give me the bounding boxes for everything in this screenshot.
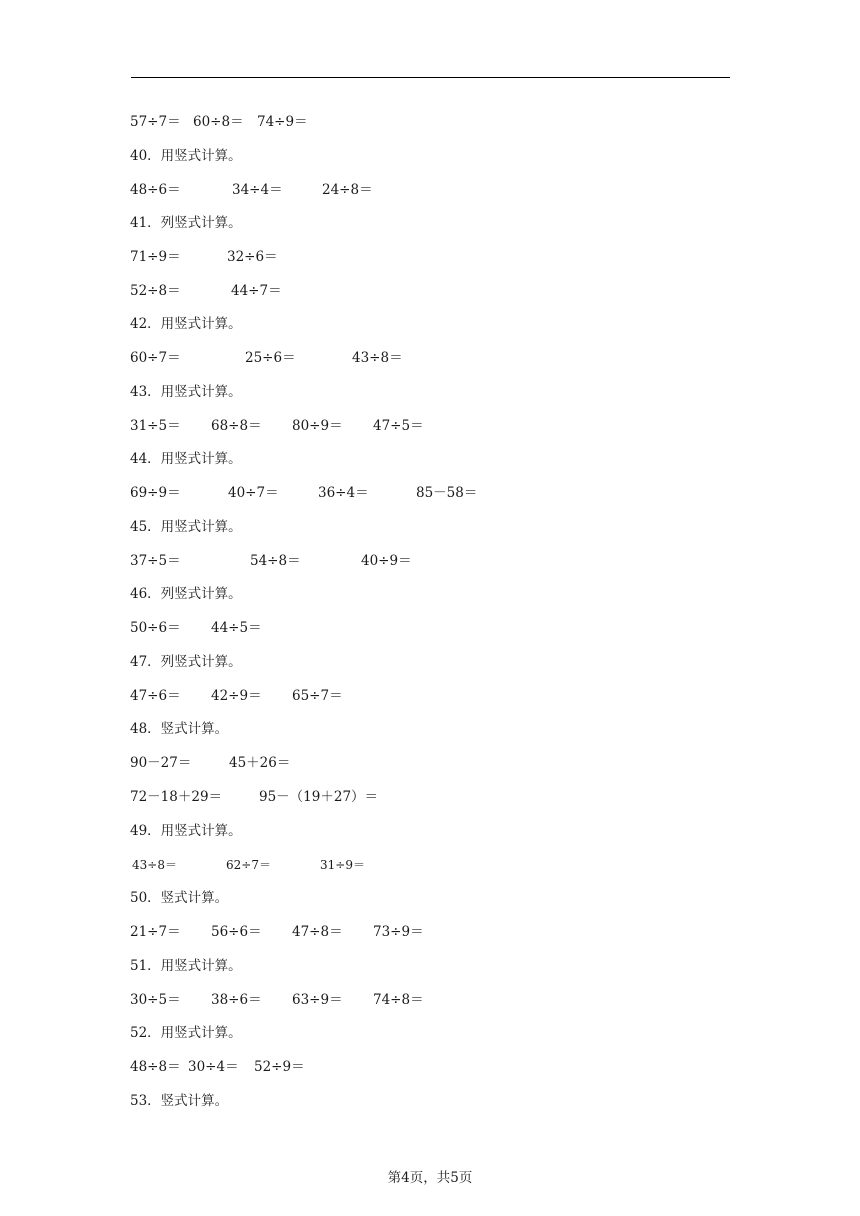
question-heading: 48．竖式计算。 (130, 721, 229, 737)
expression: 36÷4＝ (318, 485, 369, 501)
expression: 95－（19＋27）＝ (259, 789, 379, 805)
expression: 30÷4＝ (188, 1059, 239, 1075)
expression: 43÷8＝ (352, 350, 403, 366)
expression: 56÷6＝ (211, 924, 262, 940)
question-heading: 42．用竖式计算。 (130, 316, 242, 332)
expression: 24÷8＝ (322, 182, 373, 198)
expression: 42÷9＝ (211, 688, 262, 704)
expression: 38÷6＝ (211, 992, 262, 1008)
expression: 52÷8＝ (130, 283, 181, 299)
expression: 47÷8＝ (292, 924, 343, 940)
expression: 50÷6＝ (130, 620, 181, 636)
question-heading: 45．用竖式计算。 (130, 519, 242, 535)
expression: 34÷4＝ (232, 182, 283, 198)
expression: 32÷6＝ (227, 249, 278, 265)
expression: 74÷8＝ (373, 992, 424, 1008)
question-heading: 41．列竖式计算。 (130, 215, 242, 231)
expression: 80÷9＝ (292, 418, 343, 434)
question-heading: 49．用竖式计算。 (130, 823, 242, 839)
expression: 63÷9＝ (292, 992, 343, 1008)
expression: 69÷9＝ (130, 485, 181, 501)
expression: 25÷6＝ (245, 350, 296, 366)
expression: 60÷8＝ (193, 114, 244, 130)
question-heading: 47．列竖式计算。 (130, 654, 242, 670)
expression: 60÷7＝ (130, 350, 181, 366)
expression: 73÷9＝ (373, 924, 424, 940)
question-heading: 52．用竖式计算。 (130, 1025, 242, 1041)
expression: 44÷5＝ (211, 620, 262, 636)
expression: 72－18＋29＝ (130, 789, 223, 805)
header-rule (131, 77, 730, 78)
expression: 62÷7＝ (226, 858, 271, 872)
expression: 30÷5＝ (130, 992, 181, 1008)
expression: 47÷5＝ (373, 418, 424, 434)
question-heading: 40．用竖式计算。 (130, 148, 242, 164)
expression: 57÷7＝ (130, 114, 181, 130)
expression: 45＋26＝ (229, 755, 291, 771)
expression: 48÷8＝ (130, 1059, 181, 1075)
question-heading: 46．列竖式计算。 (130, 586, 242, 602)
expression: 74÷9＝ (257, 114, 308, 130)
expression: 68÷8＝ (211, 418, 262, 434)
question-heading: 44．用竖式计算。 (130, 451, 242, 467)
expression: 31÷9＝ (320, 858, 365, 872)
question-heading: 53．竖式计算。 (130, 1093, 229, 1109)
expression: 44÷7＝ (231, 283, 282, 299)
expression: 54÷8＝ (250, 553, 301, 569)
expression: 31÷5＝ (130, 418, 181, 434)
expression: 40÷7＝ (228, 485, 279, 501)
page-footer: 第4页，共5页 (387, 1170, 473, 1186)
expression: 43÷8＝ (132, 858, 177, 872)
question-heading: 50．竖式计算。 (130, 890, 229, 906)
expression: 71÷9＝ (130, 249, 181, 265)
question-heading: 51．用竖式计算。 (130, 958, 242, 974)
expression: 48÷6＝ (130, 182, 181, 198)
expression: 21÷7＝ (130, 924, 181, 940)
question-heading: 43．用竖式计算。 (130, 384, 242, 400)
expression: 65÷7＝ (292, 688, 343, 704)
expression: 40÷9＝ (361, 553, 412, 569)
expression: 37÷5＝ (130, 553, 181, 569)
expression: 90－27＝ (130, 755, 192, 771)
expression: 85－58＝ (416, 485, 478, 501)
expression: 52÷9＝ (254, 1059, 305, 1075)
expression: 47÷6＝ (130, 688, 181, 704)
